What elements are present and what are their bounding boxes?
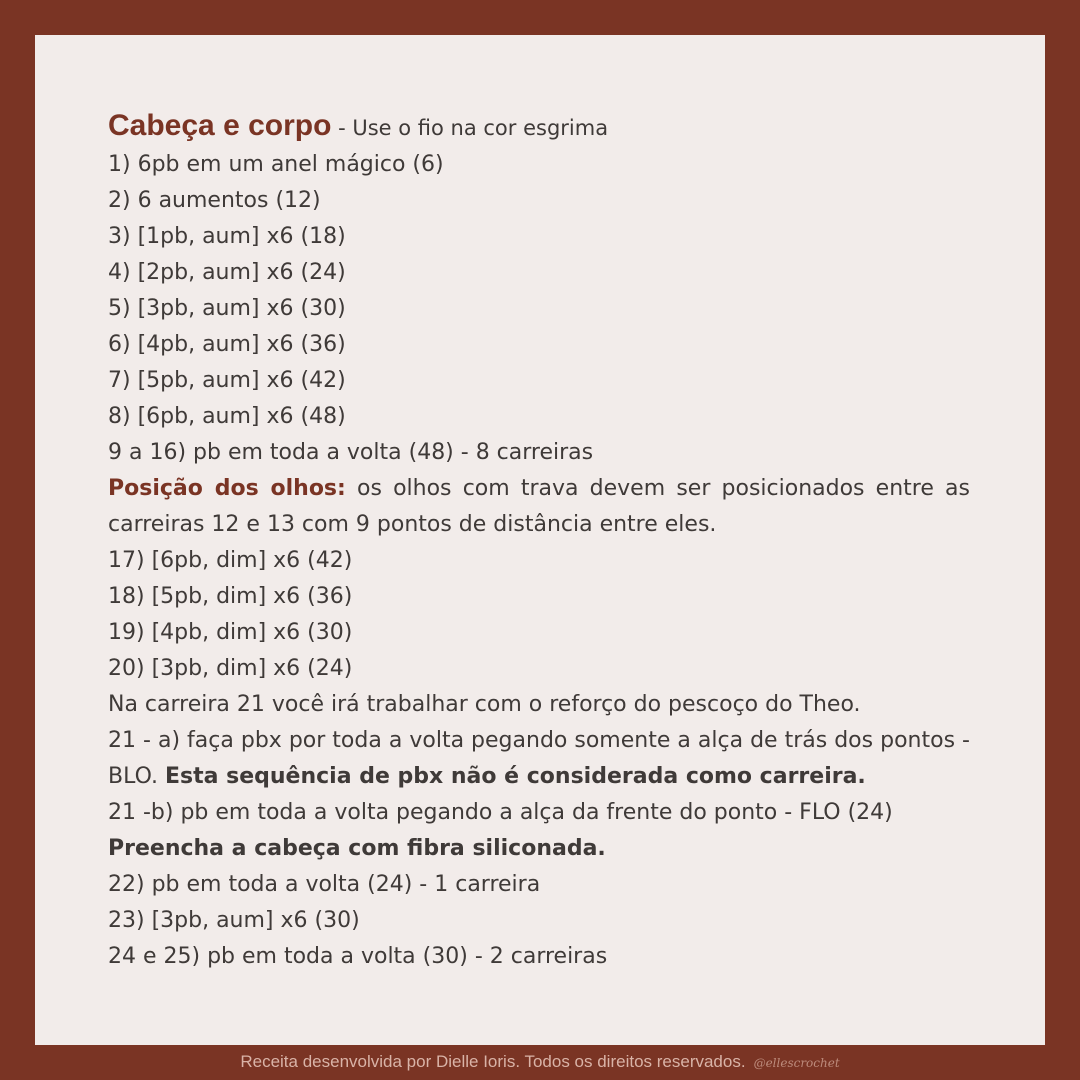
rows-9-16: 9 a 16) pb em toda a volta (48) - 8 carreiras xyxy=(108,440,594,465)
recipe-content xyxy=(108,108,970,975)
row-21b: 21 -b) pb em toda a volta pegando a alça da frente do ponto - FLO (24) xyxy=(108,800,893,825)
row-17: 17) [6pb, dim] x6 (42) xyxy=(108,548,353,573)
row-1: 1) 6pb em um anel mágico (6) xyxy=(108,152,444,177)
eye-position-note xyxy=(108,471,970,543)
footer-handle: @ellescrochet xyxy=(753,1056,840,1070)
row-7: 7) [5pb, aum] x6 (42) xyxy=(108,368,346,393)
row-23: 23) [3pb, aum] x6 (30) xyxy=(108,908,360,933)
row-5: 5) [3pb, aum] x6 (30) xyxy=(108,296,346,321)
section-subtitle: - Use o fio na cor esgrima xyxy=(331,116,609,140)
row-18: 18) [5pb, dim] x6 (36) xyxy=(108,584,353,609)
fill-note: Preencha a cabeça com fibra siliconada. xyxy=(108,836,606,861)
section-title: Cabeça e corpo xyxy=(108,109,332,142)
footer xyxy=(0,1045,1080,1080)
row-3: 3) [1pb, aum] x6 (18) xyxy=(108,224,346,249)
row-4: 4) [2pb, aum] x6 (24) xyxy=(108,260,346,285)
row-22: 22) pb em toda a volta (24) - 1 carreira xyxy=(108,872,541,897)
row-6: 6) [4pb, aum] x6 (36) xyxy=(108,332,346,357)
eye-position-label: Posição dos olhos: xyxy=(108,476,346,501)
row-2: 2) 6 aumentos (12) xyxy=(108,188,321,213)
eye-position-text: os olhos com trava devem ser posicionados entre as carreiras 12 e 13 com 9 pontos de distância entre eles. xyxy=(108,476,970,537)
row-8: 8) [6pb, aum] x6 (48) xyxy=(108,404,346,429)
row-20: 20) [3pb, dim] x6 (24) xyxy=(108,656,353,681)
row-19: 19) [4pb, dim] x6 (30) xyxy=(108,620,353,645)
recipe-card xyxy=(35,35,1045,1045)
rows-24-25: 24 e 25) pb em toda a volta (30) - 2 carreiras xyxy=(108,944,608,969)
section-heading xyxy=(108,108,970,147)
row-21a xyxy=(108,723,970,795)
row-21a-text: 21 - a) faça pbx por toda a volta pegando somente a alça de trás dos pontos - BLO. xyxy=(108,728,970,789)
footer-credit: Receita desenvolvida por Dielle Ioris. Todos os direitos reservados. xyxy=(240,1052,746,1071)
row-21a-bold-note: Esta sequência de pbx não é considerada como carreira. xyxy=(164,764,866,789)
row-21-intro: Na carreira 21 você irá trabalhar com o reforço do pescoço do Theo. xyxy=(108,692,861,717)
